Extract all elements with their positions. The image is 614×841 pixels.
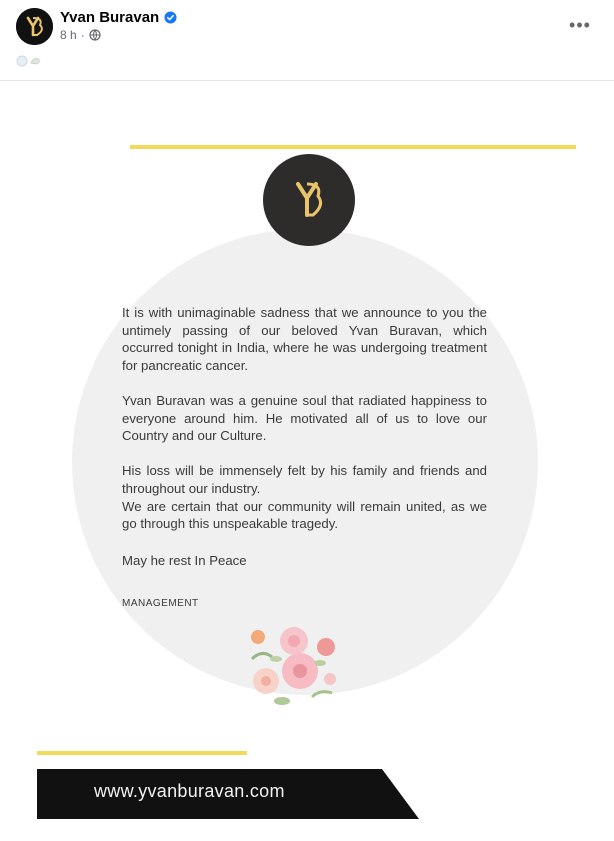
signoff-text: May he rest In Peace bbox=[122, 553, 247, 568]
accent-line-top bbox=[130, 145, 576, 149]
yb-logo-icon bbox=[16, 8, 53, 45]
author-name[interactable]: Yvan Buravan bbox=[60, 9, 160, 26]
paragraph-2: Yvan Buravan was a genuine soul that radiated happiness to everyone around him. He motivated all of us to love our Country and our Culture. bbox=[122, 392, 487, 444]
website-banner bbox=[37, 769, 419, 819]
verified-badge-icon bbox=[164, 11, 177, 24]
avatar[interactable] bbox=[16, 8, 53, 45]
announcement-text bbox=[122, 304, 487, 550]
flower-bouquet-icon bbox=[242, 619, 342, 709]
paragraph-4: We are certain that our community will remain united, as we go through this unspeakable tragedy. bbox=[122, 498, 487, 532]
paragraph-1: It is with unimaginable sadness that we announce to you the untimely passing of our beloved Yvan Buravan, which occurred tonight in India, where he was undergoing treatment for pancreatic cancer. bbox=[122, 305, 487, 373]
post-image[interactable] bbox=[0, 80, 614, 841]
globe-icon[interactable] bbox=[89, 29, 101, 41]
meta-separator: · bbox=[80, 28, 85, 42]
post-time[interactable]: 8 h bbox=[60, 28, 77, 42]
accent-line-bottom bbox=[37, 751, 247, 755]
reaction-emoji-icon bbox=[16, 55, 44, 70]
signature-text: MANAGEMENT bbox=[122, 598, 199, 609]
paragraph-3: His loss will be immensely felt by his family and friends and throughout our industry. bbox=[122, 463, 487, 496]
post-header bbox=[0, 0, 614, 80]
website-url: www.yvanburavan.com bbox=[94, 781, 285, 801]
more-options-button[interactable]: ••• bbox=[569, 14, 591, 35]
yb-logo-icon bbox=[284, 175, 334, 225]
logo-badge bbox=[263, 154, 355, 246]
